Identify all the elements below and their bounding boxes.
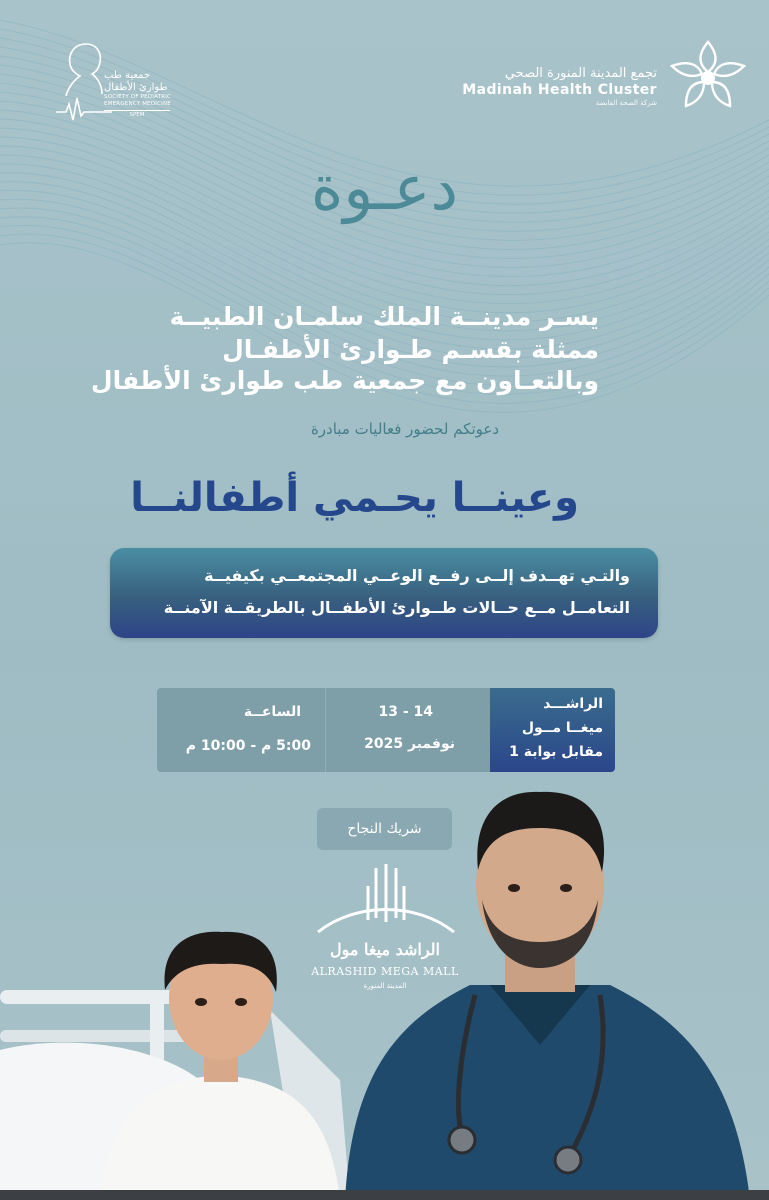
event-location-line-3: مقابل بوابة 1 xyxy=(509,744,603,760)
spem-name-en-2: EMERGENCY MEDICINE xyxy=(104,101,171,107)
invitation-subheading: دعوتكم لحضور فعاليات مبادرة xyxy=(310,420,499,438)
event-time-label: الساعــة xyxy=(243,704,301,720)
doctor-figure xyxy=(345,792,750,1200)
partner-city: المدينة المنورة xyxy=(363,982,407,990)
partner-name-en: ALRASHID MEGA MALL xyxy=(311,965,459,978)
initiative-goal-banner xyxy=(110,548,658,638)
mhc-name-ar: تجمع المدينة المنورة الصحي xyxy=(504,66,657,81)
campaign-name: وعينــا يحـمي أطفالنــا xyxy=(130,475,579,521)
partner-name-ar: الراشد ميغا مول xyxy=(330,940,440,959)
goal-line-1: والتـي تهــدف إلــى رفــع الوعــي المجتمعــي بكيفيــة xyxy=(204,566,630,585)
lead-line-2: ممثلة بقسـم طـوارئ الأطفـال xyxy=(222,335,599,364)
spem-name-ar-1: جمعية طب xyxy=(104,70,151,81)
alrashid-mega-mall-logo-icon xyxy=(316,862,456,942)
event-location-cell xyxy=(490,688,615,772)
lead-line-3: وبالتعـاون مع جمعية طب طوارئ الأطفال xyxy=(90,366,599,395)
event-details xyxy=(157,688,615,772)
event-date-days: 13 - 14 xyxy=(378,704,433,720)
spem-abbreviation: SPEM xyxy=(104,110,170,119)
event-location-line-2: ميغــا مــول xyxy=(521,720,603,736)
spem-name-ar-2: طوارئ الأطفال xyxy=(104,82,168,93)
lead-line-1: يسـر مدينــة الملك سلمـان الطبيــة xyxy=(169,302,599,331)
event-location-line-1: الراشـــد xyxy=(543,696,603,712)
mhc-subtitle: شركة الصحة القابضة xyxy=(595,99,657,107)
event-date-cell xyxy=(325,688,491,772)
spem-society-name xyxy=(104,70,171,119)
goal-line-2: التعامــل مــع حــالات طــوارئ الأطفــال بالطريقــة الآمنــة xyxy=(163,598,630,617)
event-time-cell xyxy=(157,688,325,772)
event-date-month: نوفمبر 2025 xyxy=(364,736,455,752)
madinah-health-cluster-name xyxy=(462,66,657,108)
mhc-name-en: Madinah Health Cluster xyxy=(462,82,657,98)
success-partner-label: شريك النجاح xyxy=(317,808,452,850)
spem-name-en-1: SOCIETY OF PEDIATRIC xyxy=(104,94,172,100)
invitation-title: دعـوة xyxy=(310,151,459,224)
madinah-health-cluster-logo-icon xyxy=(668,38,748,110)
event-time-value: 5:00 م - 10:00 م xyxy=(185,738,311,754)
bottom-bar xyxy=(0,1190,769,1200)
